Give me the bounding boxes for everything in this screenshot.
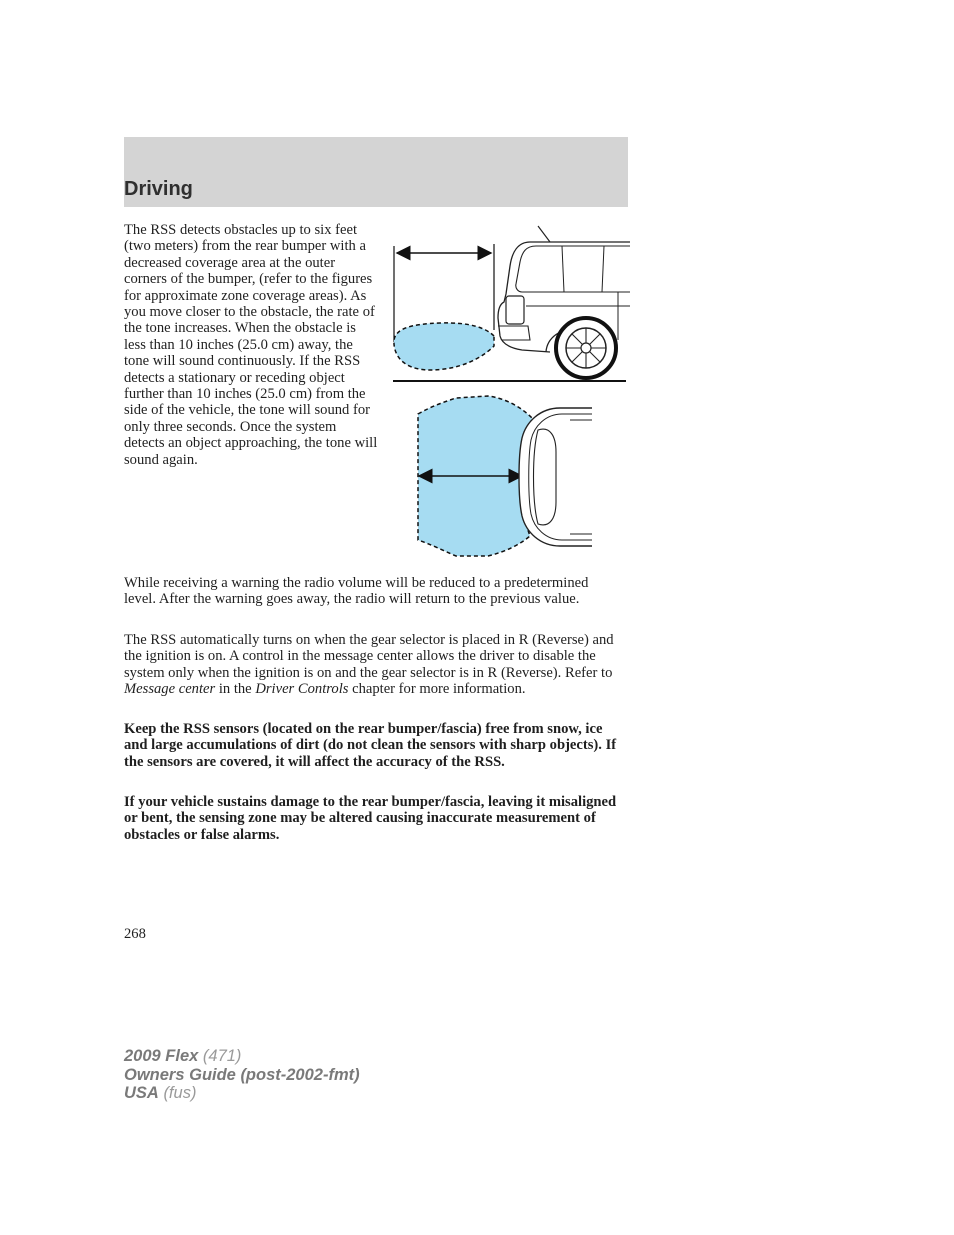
side-view-sensing-zone-figure: [390, 222, 630, 386]
message-center-reference: Message center: [124, 681, 216, 698]
footer-model: 2009 Flex: [124, 1047, 199, 1065]
rear-wheel-hub: [581, 343, 591, 353]
footer-line-2: [124, 1066, 360, 1085]
section-header-band: [124, 137, 628, 207]
para2-text-1: The RSS automatically turns on when the gear selector is placed in R (Reverse) and the ignition is on. A control in the message center allows the driver to disable the system only when the ignition is on and the gear selector is in R (Reverse). Refer to: [124, 632, 614, 681]
para2-text-3: chapter for more information.: [348, 681, 526, 698]
para2-text-2: in the: [215, 681, 256, 698]
bumper-damage-warning: If your vehicle sustains damage to the rear bumper/fascia, leaving it misaligned or bent, the sensing zone may be altered causing inaccurate measurement of obstacles or false alarms.: [124, 794, 617, 843]
driver-controls-reference: Driver Controls: [255, 681, 349, 698]
antenna: [538, 226, 550, 242]
footer-model-code: (471): [202, 1047, 242, 1065]
document-footer: [124, 1047, 360, 1103]
section-title: Driving: [124, 178, 193, 200]
rear-window-outline: [516, 246, 630, 292]
sensing-zone: [394, 323, 494, 370]
intro-paragraph: The RSS detects obstacles up to six feet (two meters) from the rear bumper with a decreased coverage area at the outer corners of the bumper, (refer to the figures for approximate zone coverage areas). As you move closer to the obstacle, the rate of the tone increases. When the obstacle is less than 10 inches (25.0 cm) away, the tone will sound continuously. If the RSS detects a stationary or receding object further than 10 inches (25.0 cm) from the side of the vehicle, the tone will sound for only three seconds. Once the system detects an object approaching, the tone will sound again.: [124, 222, 378, 468]
footer-market: USA: [124, 1084, 159, 1102]
footer-line-3: [124, 1084, 360, 1103]
footer-line-1: [124, 1047, 360, 1066]
footer-market-code: (fus): [163, 1084, 197, 1102]
radio-volume-paragraph: While receiving a warning the radio volume will be reduced to a predetermined level. After the warning goes away, the radio will return to the previous value.: [124, 575, 589, 608]
sensor-cleaning-warning: Keep the RSS sensors (located on the rear bumper/fascia) free from snow, ice and large accumulations of dirt (do not clean the sensors with sharp objects). If the sensors are covered, it will affect the accuracy of the RSS.: [124, 721, 617, 770]
page-number: 268: [124, 926, 146, 942]
rear-bumper: [498, 326, 530, 340]
window-pillar-2: [602, 246, 604, 292]
footer-guide-title: Owners Guide (post-2002-fmt): [124, 1065, 360, 1084]
window-pillar: [562, 246, 564, 292]
tail-light: [506, 296, 524, 324]
top-view-sensing-zone-figure: [410, 392, 595, 562]
auto-on-paragraph: [124, 632, 624, 698]
